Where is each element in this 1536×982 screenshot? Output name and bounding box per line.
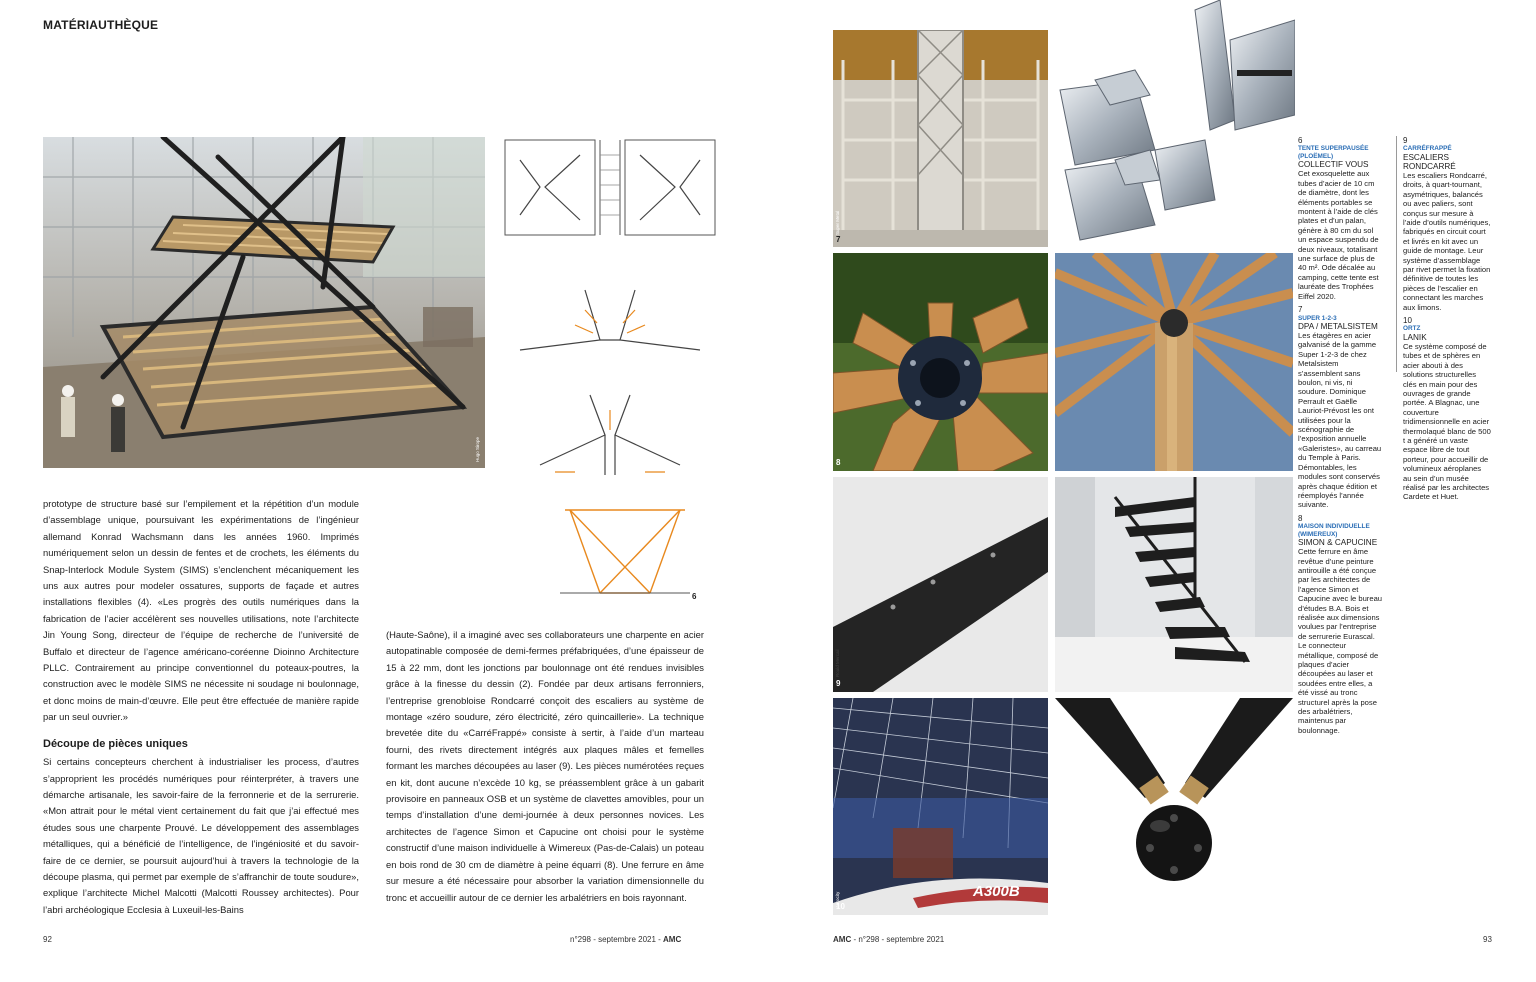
caption-divider	[1396, 136, 1397, 372]
paragraph-sims: prototype de structure basé sur l’empilement et la répétition d’un module d’assemblage unique, poursuivant les expérimentations de l’ingénieur allemand Konrad Wachsmann dans les années 1960. Imprimés numériquement selon un dessin de fentes et de crochets, les éléments du Snap-Interlock Module System (SIMS) s’enclenchent mécaniquement les uns aux autres pour modeler ossatures, supports de façade et autres installations flexibles (4). «Les progrès des outils numériques dans la fabrication de l’acier accélèrent ses nouvelles utilisations, note l’architecte Jin Young Song, directeur de l’équipe de recherche de l’université de Buffalo et directeur de l’agence américano-coréenne Dioinno Architecture PLLC. Contrairement au principe conventionnel du poteaux-poutres, la construction avec le modèle SIMS ne nécessite ni soudage ni boulonnage, et donc moins de main-d’œuvre. Elle peut être effectuée de manière rapide par un seul ouvrier.»	[43, 498, 359, 723]
caption-9-number: 9	[1403, 136, 1408, 145]
photo-7-number: 7	[836, 235, 841, 244]
brand-left: AMC	[663, 935, 682, 944]
page-number-right: 93	[1483, 935, 1492, 944]
photo-9-credit: Roald Mercail	[835, 649, 840, 677]
issue-info-right	[833, 935, 944, 944]
paragraph-ecclesia: (Haute-Saône), il a imaginé avec ses collaborateurs une charpente en acier autopatinable composée de demi-fermes préfabriquées, d’une épaisseur de 15 à 22 mm, dont les jonctions par boulonnage ont été rendues invisibles grâce à la finesse du dessin (2). Fondée par deux artisans ferronniers, l’entreprise grenobloise Rondcarré conçoit des escaliers au système de montage «zéro soudure, zéro électricité, zéro quincaillerie». La technique brevetée dite du «CarréFrappé» consiste à sertir, à l’aide d’un marteau fourni, des rivets directement intégrés aux plaques mâles et femelles formant les marches découpées au laser (9). Les pièces numérotées reçues en kit, dont aucune n’excède 10 kg, se préassemblent grâce à un gabarit provisoire en panneaux OSB et un système de clavettes amovibles, pour un temps d’installation d’une demi-journée à deux personnes novices. Les architectes de l’agence Simon et Capucine ont choisi pour le système constructif d’une maison individuelle à Wimereux (Pas-de-Calais) un poteau en bois rond de 30 cm de diamètre à peine équarri (8). Une ferrure en âme sur mesure a été nécessaire pour absorber la variation dimensionnelle du tronc et accueillir autour de ce dernier les arbalétriers en bois rayonnant.	[386, 629, 704, 903]
caption-6-number: 6	[1298, 136, 1303, 145]
caption-9-author: ESCALIERS RONDCARRÉ	[1403, 152, 1456, 171]
caption-6-title: TENTE SUPERPAUSÉE (PLOËMEL)	[1298, 145, 1369, 160]
subheading: Découpe de pièces uniques	[43, 737, 188, 750]
photo-8-number: 8	[836, 458, 841, 467]
aircraft-label: A300B	[973, 883, 1020, 900]
photo-10-credit: Aerocity	[835, 891, 840, 908]
photo-8-trunk	[1055, 253, 1293, 471]
caption-8-number: 8	[1298, 513, 1303, 523]
section-rubric: MATÉRIAUTHÈQUE	[43, 18, 159, 32]
caption-column-2	[1403, 136, 1491, 506]
diagram-tent-top	[500, 135, 720, 245]
photo-sims-prototype	[43, 137, 485, 468]
photo-7-connectors	[1055, 0, 1295, 247]
caption-7-text: Les étagères en acier galvanisé de la gamme Super 1-2-3 de chez Metalsistem s’assemblent sans boulon, ni vis, ni soudure. Dominique Perrault et Gaëlle Lauriot-Prévost les ont utilisées pour la scénographie de l’exposition annuelle «Galeristes», au carreau du Temple à Paris. Démontables, les modules sont conservés après chaque édition et réemployés l’année suivante.	[1298, 331, 1382, 510]
caption-9-text: Les escaliers Rondcarré, droits, à quart-tournant, asymétriques, balancés ou avec paliers, sont conçus sur mesure à l’aide d’outils numériques, fabriqués en circuit court et livrés en kit avec un guide de montage. Leur système d’assemblage par rivet permet la fixation définitive de toutes les pièces de l’escalier en connectant les marches aux limons.	[1403, 170, 1491, 312]
article-column-1	[43, 496, 359, 918]
diagram-tent-final	[560, 505, 690, 600]
caption-7-title: SUPER 1-2-3	[1298, 314, 1337, 322]
issue-text-right: - n°298 - septembre 2021	[851, 935, 945, 944]
diagram-tent-lift	[535, 390, 685, 485]
caption-7-author: DPA / METALSISTEM	[1298, 322, 1378, 331]
paragraph-artisanal: Si certains concepteurs cherchent à industrialiser les process, d’autres s’approprient les procédés numériques pour réinterpréter, à travers une démarche artisanale, les savoir-faire de la ferronnerie et de la serrurerie. «Mon attrait pour le métal vient certainement du fait que j’ai effectué mes études sous une charpente Prouvé. Le développement des assemblages métalliques, qui a bénéficié de l’intelligence, de l’ingéniosité et du savoir-faire de ce dernier, se poursuit aujourd’hui à travers la technologie de la découpe plasma, qui permet par exemple de s’affranchir de toute soudure», explique l’architecte Michel Malcotti (Malcotti Roussey architectes). Pour l’abri archéologique Ecclesia à Luxeuil-les-Bains	[43, 756, 359, 915]
photo-8-timber-node	[833, 253, 1048, 471]
issue-info-left	[570, 935, 681, 944]
caption-column-1	[1298, 136, 1383, 739]
photo-10-space-frame	[833, 698, 1048, 915]
caption-8-text: Cette ferrure en âme revêtue d’une peinture antirouille a été conçue par les architectes de l’agence Simon et Capucine avec le bureau d’études B.A. Bois et réalisée aux dimensions voulues par l’entreprise de serrurerie Eurascal. Le connecteur métallique, composé de plaques d’acier découpées au laser et soudées entre elles, a été vissé au tronc structurel après la pose des arbalétriers, maintenus par boulonnage.	[1298, 547, 1383, 735]
caption-10-author: LANIK	[1403, 332, 1427, 342]
caption-10	[1403, 316, 1491, 502]
issue-text-left: n°298 - septembre 2021 -	[570, 935, 664, 944]
brand-right: AMC	[833, 935, 852, 944]
caption-8-author: SIMON & CAPUCINE	[1298, 538, 1378, 548]
caption-7-number: 7	[1298, 305, 1303, 315]
caption-8	[1298, 514, 1383, 736]
photo-10-number: 10	[836, 902, 845, 911]
photo-10-sphere-node	[1055, 698, 1293, 915]
caption-7	[1298, 305, 1383, 510]
photo-9-staircase	[1055, 477, 1293, 692]
caption-9-title: CARRÉFRAPPÉ	[1403, 145, 1452, 153]
caption-10-title: ORTZ	[1403, 325, 1421, 333]
caption-6	[1298, 136, 1383, 301]
caption-10-number: 10	[1403, 316, 1412, 325]
caption-8-title: MAISON INDIVIDUELLE (WIMEREUX)	[1298, 523, 1370, 538]
photo-7-shelving	[833, 30, 1048, 247]
photo-9-number: 9	[836, 679, 841, 688]
photo-7-credit: Super Metal	[835, 210, 840, 235]
caption-6-text: Cet exosquelette aux tubes d’acier de 10 cm de diamètre, dont les éléments portables se montent à l’aide de clés plates et d’un palan, génère à 80 cm du sol un espace suspendu de deux niveaux, totalisant une surface de plus de 40 m². Ode décalée au camping, cette tente est lauréate des Trophées Eiffel 2020.	[1298, 169, 1379, 301]
page-number-left: 92	[43, 935, 52, 944]
caption-6-author: COLLECTIF VOUS	[1298, 160, 1369, 170]
caption-9	[1403, 136, 1491, 312]
figure-number-6: 6	[692, 592, 697, 601]
caption-10-text: Ce système composé de tubes et de sphères en acier abouti à des solutions structurelles clés en main pour des ouvrages de grande portée. A Blagnac, une couverture tridimensionnelle en acier thermolaqué blanc de 500 t a généré un vaste espace libre de tout porteur, pour accueillir de volumineux aéroplanes au sein d’un musée réalisé par les architectes Cardete et Huet.	[1403, 341, 1491, 502]
photo-credit: Hugo Sirope	[475, 436, 480, 462]
photo-9-rivet-detail	[833, 477, 1048, 692]
article-column-2	[386, 627, 704, 906]
diagram-tent-joint	[515, 285, 705, 360]
